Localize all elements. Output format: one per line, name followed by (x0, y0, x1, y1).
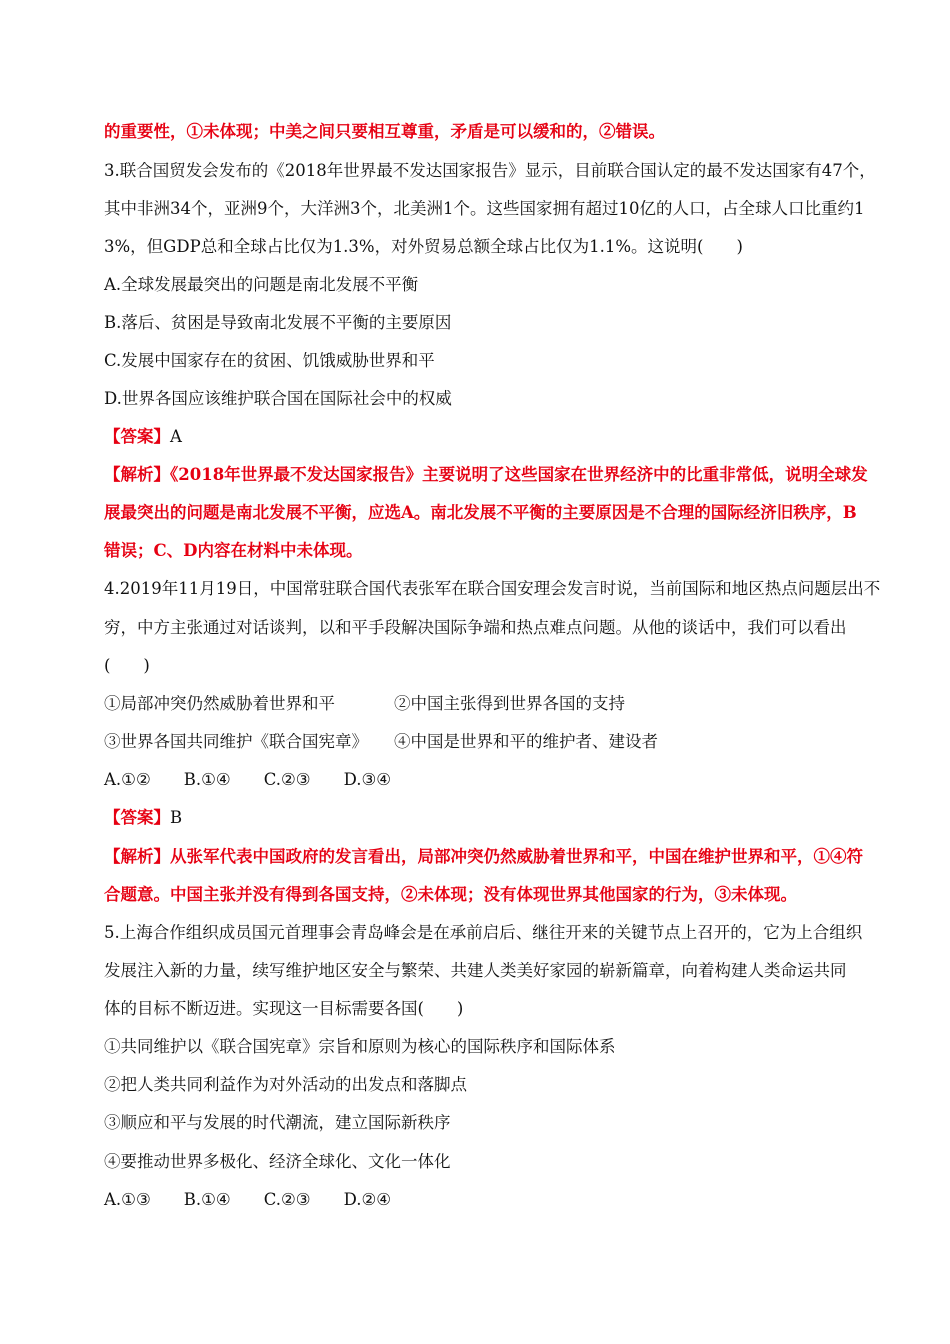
q5-item-2: ②把人类共同利益作为对外活动的出发点和落脚点 (104, 1075, 467, 1094)
q5-item-1: ①共同维护以《联合国宪章》宗旨和原则为核心的国际秩序和国际体系 (104, 1037, 616, 1056)
q2-analysis-tail: 的重要性，①未体现；中美之间只要相互尊重，矛盾是可以缓和的，②错误。 (104, 122, 665, 141)
q5-item-3: ③顺应和平与发展的时代潮流，建立国际新秩序 (104, 1113, 451, 1132)
q3-option-c: C.发展中国家存在的贫困、饥饿威胁世界和平 (104, 351, 435, 370)
q3-analysis-line-3: 错误；C、D内容在材料中未体现。 (104, 541, 363, 560)
q4-items-row-1 (104, 693, 864, 715)
q4-answer (104, 807, 864, 829)
q4-analysis-text-1: 从张军代表中国政府的发言看出，局部冲突仍然威胁着世界和平，中国在维护世界和平，①④符 (170, 847, 863, 866)
q4-analysis-tag: 【解析】 (104, 847, 170, 866)
q5-stem-line-2: 发展注入新的力量，续写维护地区安全与繁荣、共建人类美好家园的崭新篇章，向着构建人类命运共同 (104, 961, 847, 980)
q4-item-1: ①局部冲突仍然威胁着世界和平 (104, 694, 335, 713)
q3-answer-value: A (170, 427, 182, 446)
q3-stem-line-2: 其中非洲34个，亚洲9个，大洋洲3个，北美洲1个。这些国家拥有超过10亿的人口，占全球人口比重约1 (104, 199, 865, 218)
q3-analysis-line-1 (104, 464, 868, 486)
q3-analysis-tag: 【解析】 (104, 465, 170, 484)
q4-analysis-line-2: 合题意。中国主张并没有得到各国支持，②未体现；没有体现世界其他国家的行为，③未体现。 (104, 885, 797, 904)
q4-analysis-line-1 (104, 846, 864, 868)
q4-choices: A.①② B.①④ C.②③ D.③④ (104, 770, 392, 789)
q3-answer (104, 426, 864, 448)
q3-analysis-line-2: 展最突出的问题是南北发展不平衡，应选A。南北发展不平衡的主要原因是不合理的国际经济旧秩序，B (104, 503, 857, 522)
q5-item-4: ④要推动世界多极化、经济全球化、文化一体化 (104, 1152, 451, 1171)
q4-item-3: ③世界各国共同维护《联合国宪章》 (104, 732, 368, 751)
q3-option-a: A.全球发展最突出的问题是南北发展不平衡 (104, 275, 419, 294)
q4-answer-tag: 【答案】 (104, 808, 170, 827)
q4-item-4: ④中国是世界和平的维护者、建设者 (394, 732, 658, 751)
q3-option-b: B.落后、贫困是导致南北发展不平衡的主要原因 (104, 313, 452, 332)
q3-analysis-text-1: 《2018年世界最不发达国家报告》主要说明了这些国家在世界经济中的比重非常低，说明全球发 (170, 465, 868, 484)
q5-stem-line-3: 体的目标不断迈进。实现这一目标需要各国( ) (104, 999, 464, 1018)
q4-items-row-2 (104, 731, 864, 753)
q5-stem-line-1: 5.上海合作组织成员国元首理事会青岛峰会是在承前启后、继往开来的关键节点上召开的，它为上合组织 (104, 923, 863, 942)
q4-stem-line-3: ( ) (104, 656, 150, 675)
q3-stem-line-1: 3.联合国贸发会发布的《2018年世界最不发达国家报告》显示，目前联合国认定的最不发达国家有47个， (104, 161, 876, 180)
q4-item-2: ②中国主张得到世界各国的支持 (394, 694, 625, 713)
q4-stem-line-2: 穷，中方主张通过对话谈判，以和平手段解决国际争端和热点难点问题。从他的谈话中，我们可以看出 (104, 618, 847, 637)
q4-answer-value: B (170, 808, 183, 827)
q3-answer-tag: 【答案】 (104, 427, 170, 446)
q3-stem-line-3: 3%，但GDP总和全球占比仅为1.3%，对外贸易总额全球占比仅为1.1%。这说明( ) (104, 237, 743, 256)
q4-stem-line-1: 4.2019年11月19日，中国常驻联合国代表张军在联合国安理会发言时说，当前国际和地区热点问题层出不 (104, 579, 881, 598)
q3-option-d: D.世界各国应该维护联合国在国际社会中的权威 (104, 389, 452, 408)
q5-choices: A.①③ B.①④ C.②③ D.②④ (104, 1190, 392, 1209)
